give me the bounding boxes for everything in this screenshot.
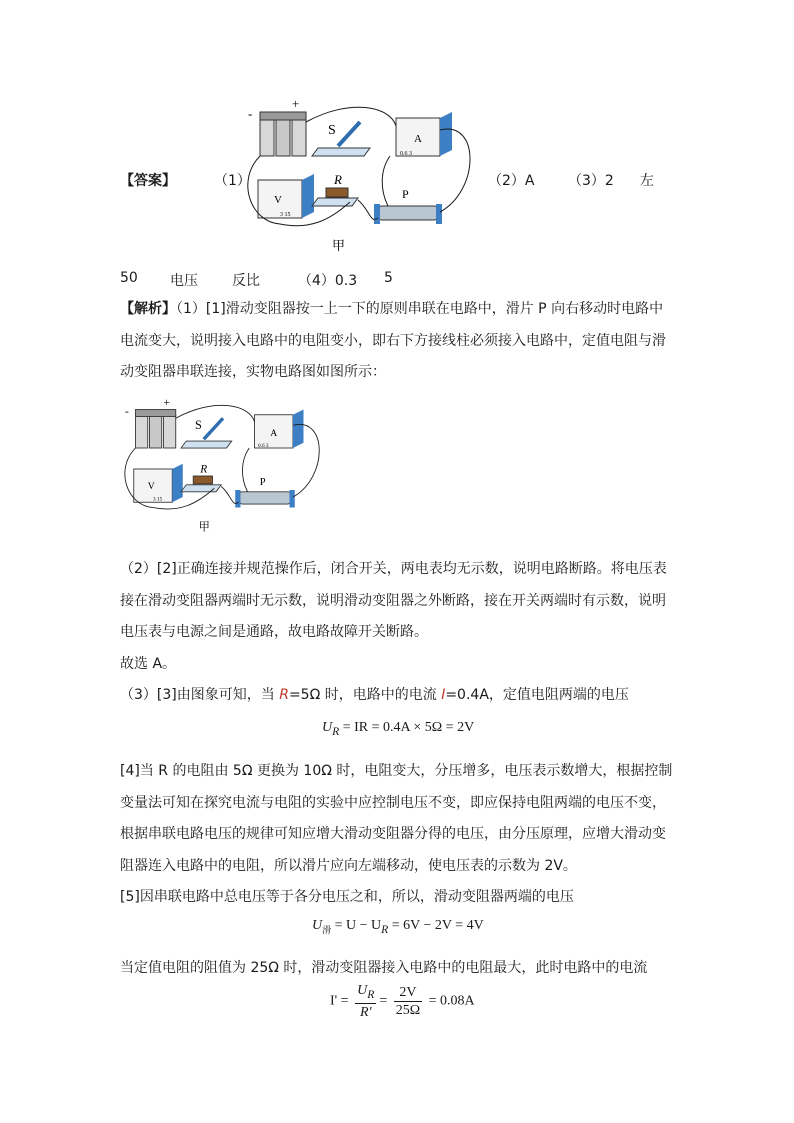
switch: [312, 122, 370, 156]
answer-inverse: 反比: [232, 273, 260, 289]
p4-var-r: R: [279, 687, 289, 703]
ammeter-scale: 0.6 3: [400, 151, 412, 157]
answer-part3: （3）2: [568, 173, 614, 189]
formula-2-mid: = U − U: [334, 918, 382, 933]
ammeter-label: A: [414, 133, 422, 145]
answer-direction: 左: [640, 173, 654, 189]
battery-pack-2: [125, 397, 176, 448]
minus-label: -: [248, 106, 253, 121]
resistor-label-2: R: [200, 463, 208, 476]
ammeter-2: [255, 410, 304, 450]
rheostat-2: [235, 477, 295, 508]
voltmeter-label-2: V: [147, 481, 155, 493]
analysis-tag: 【解析】: [120, 301, 176, 317]
frac2-den: 25Ω: [395, 1002, 421, 1018]
analysis-paragraph-7: 当定值电阻的阻值为 25Ω 时，滑动变阻器接入电路中的电阻最大，此时电路中的电流: [120, 960, 648, 976]
figure-caption: 甲: [332, 238, 346, 253]
analysis-paragraph-4: [120, 680, 676, 712]
battery-pack: [248, 100, 306, 156]
answer-value-5: 5: [384, 270, 393, 286]
p4-var-i: I: [441, 687, 446, 703]
analysis-paragraph-1: [120, 294, 676, 389]
voltmeter-scale: 3 15: [280, 212, 291, 218]
answer-part1: （1）: [214, 173, 251, 189]
rheostat: [374, 187, 442, 224]
frac1-sub: R: [367, 987, 375, 1001]
voltmeter-label: V: [274, 194, 282, 206]
p4-text-c: =5Ω 时，电路中的电流: [288, 687, 442, 703]
plus-label-2: +: [163, 397, 170, 409]
figure-caption-2: 甲: [198, 521, 210, 534]
fixed-resistor-2: [181, 464, 221, 492]
voltmeter-2: [134, 464, 183, 503]
answer-part2: （2）A: [488, 173, 535, 189]
circuit-diagram-analysis: [118, 392, 328, 546]
ammeter-scale-2: 0.6 3: [258, 443, 269, 450]
analysis-paragraph-6: [5]因串联电路中总电压等于各分电压之和，所以，滑动变阻器两端的电压: [120, 889, 574, 905]
formula-sub-r: R: [332, 724, 340, 738]
frac2-num: 2V: [394, 984, 422, 1002]
formula-3-rhs: = 0.08A: [428, 993, 475, 1009]
frac1-num: U: [357, 983, 368, 998]
voltmeter: [258, 174, 314, 218]
p4-text-a: （3）[3]由图象可知，当: [120, 687, 280, 703]
fraction-1: [355, 982, 376, 1021]
fixed-resistor: [312, 172, 358, 206]
formula-3-lhs: I' =: [330, 993, 349, 1009]
ammeter: [396, 112, 452, 157]
minus-label-2: -: [125, 405, 129, 418]
switch-label: S: [328, 123, 336, 138]
switch-2: [181, 418, 232, 448]
analysis-paragraph-3: 故选 A。: [120, 656, 177, 672]
analysis-paragraph-2: （2）[2]正确连接并规范操作后，闭合开关，两电表均无示数，说明电路断路。将电压表接在滑动变阻器两端时无示数，说明滑动变阻器之外断路，接在开关两端时有示数，说明电压表与电源之间是通路，故电路故障开关断路。: [120, 561, 667, 640]
formula2-sub-slide: 滑: [322, 924, 332, 935]
frac1-den: R': [359, 1004, 372, 1020]
resistor-label: R: [334, 172, 342, 187]
formula-1-rhs: = IR = 0.4A × 5Ω = 2V: [342, 720, 475, 735]
formula-current: I' = $\frac{U_R}{R'}$ = $\frac{2V}{25\Omega}$ = 0.08A: [330, 983, 475, 1020]
answer-tag: 【答案】: [120, 173, 176, 189]
answer-value-50: 50: [120, 270, 138, 286]
slider-label: P: [402, 187, 409, 201]
p4-text-e: =0.4A，定值电阻两端的电压: [445, 687, 629, 703]
plus-label: +: [292, 100, 300, 111]
answer-voltage: 电压: [170, 273, 198, 289]
formula2-sub-r: R: [381, 922, 389, 936]
voltmeter-scale-2: 3 15: [153, 496, 163, 503]
formula-2-rhs: = 6V − 2V = 4V: [388, 918, 484, 933]
fraction-2: [394, 984, 422, 1019]
analysis-paragraph-5: [4]当 R 的电阻由 5Ω 更换为 10Ω 时，电阻变大，分压增多，电压表示数增大，根据控制变量法可知在探究电流与电阻的实验中应控制电压不变，即应保持电阻两端的电压不变，根据串联电路电压的规律可知应增大滑动变阻器分得的电压，由分压原理，应增大滑动变阻器连入电路中的电阻，所以滑片应向左端移动，使电压表的示数为 2V。: [120, 763, 673, 874]
formula-u: U: [322, 720, 333, 735]
formula-voltage-slide: [312, 918, 484, 936]
ammeter-label-2: A: [270, 427, 278, 439]
analysis-text-1: （1）[1]滑动变阻器按一上一下的原则串联在电路中，滑片 P 向右移动时电路中电流变大，说明接入电路中的电阻变小，即右下方接线柱必须接入电路中，定值电阻与滑动变阻器串联连接，实物电路图如图所示：: [120, 301, 666, 380]
answer-part4: （4）0.3: [298, 273, 358, 289]
switch-label-2: S: [195, 417, 202, 432]
circuit-diagram-answer: [240, 100, 480, 260]
formula2-u: U: [312, 918, 323, 933]
slider-label-2: P: [259, 476, 266, 488]
formula-voltage-r: [322, 720, 474, 738]
